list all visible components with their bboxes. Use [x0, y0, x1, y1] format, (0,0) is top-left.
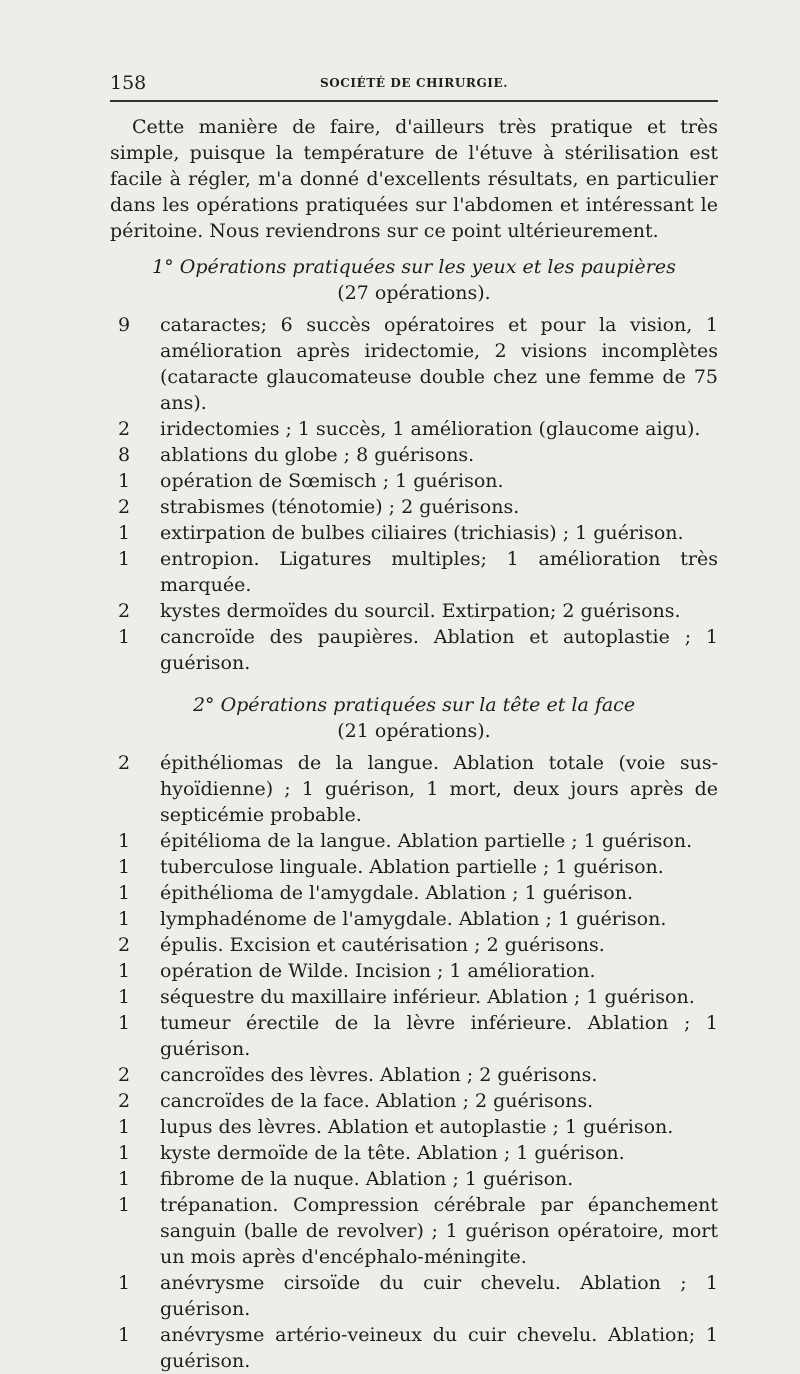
operation-count: 1 [118, 1324, 131, 1346]
operations-list [110, 750, 718, 1374]
operation-count: 8 [118, 444, 131, 466]
running-head: SOCIÉTÉ DE CHIRURGIE. [319, 76, 509, 90]
operation-count: 1 [118, 1272, 131, 1294]
operation-text: opération de Sœmisch ; 1 guérison. [160, 470, 504, 492]
operation-count: 9 [118, 314, 131, 336]
list-item [110, 598, 718, 624]
operation-text: strabismes (ténotomie) ; 2 guérisons. [160, 496, 520, 518]
operation-text: extirpation de bulbes ciliaires (trichiasis) ; 1 guérison. [160, 522, 684, 544]
list-item [110, 442, 718, 468]
operation-count: 1 [118, 882, 131, 904]
list-item [110, 906, 718, 932]
operation-count: 1 [118, 470, 131, 492]
operation-count: 1 [118, 548, 131, 570]
list-item [110, 932, 718, 958]
body-text [110, 114, 718, 1374]
list-item [110, 468, 718, 494]
operation-text: épitélioma de la langue. Ablation partielle ; 1 guérison. [160, 830, 693, 852]
section-count: (27 opérations). [337, 282, 491, 304]
operation-text: lupus des lèvres. Ablation et autoplastie ; 1 guérison. [160, 1116, 674, 1138]
list-item [110, 1166, 718, 1192]
operation-text: cancroïdes des lèvres. Ablation ; 2 guérisons. [160, 1064, 598, 1086]
list-item [110, 1088, 718, 1114]
operation-text: kystes dermoïdes du sourcil. Extirpation; 2 guérisons. [160, 600, 681, 622]
operation-count: 1 [118, 522, 131, 544]
list-item [110, 958, 718, 984]
list-item [110, 854, 718, 880]
operation-text: cancroïdes de la face. Ablation ; 2 guérisons. [160, 1090, 594, 1112]
operation-text: cataractes; 6 succès opératoires et pour la vision, 1 amélioration après iridectomie, 2 visions incomplètes (cataracte glaucomateuse double chez une femme de 75 ans). [160, 314, 718, 414]
page-header [110, 70, 718, 96]
list-item [110, 1140, 718, 1166]
operation-count: 1 [118, 1194, 131, 1216]
operation-count: 1 [118, 856, 131, 878]
sections [110, 254, 718, 1374]
operation-text: opération de Wilde. Incision ; 1 amélioration. [160, 960, 596, 982]
section-title: 1° Opérations pratiquées sur les yeux et les paupières [152, 256, 676, 278]
list-item [110, 1322, 718, 1374]
operation-count: 1 [118, 830, 131, 852]
list-item [110, 520, 718, 546]
list-item [110, 984, 718, 1010]
list-item [110, 312, 718, 416]
operation-text: tuberculose linguale. Ablation partielle ; 1 guérison. [160, 856, 664, 878]
operation-text: cancroïde des paupières. Ablation et autoplastie ; 1 guérison. [160, 626, 718, 674]
list-item [110, 494, 718, 520]
operation-count: 1 [118, 1142, 131, 1164]
operation-count: 1 [118, 960, 131, 982]
list-item [110, 1062, 718, 1088]
operation-text: fibrome de la nuque. Ablation ; 1 guérison. [160, 1168, 574, 1190]
list-item [110, 546, 718, 598]
operation-count: 2 [118, 752, 131, 774]
list-item [110, 1270, 718, 1322]
operation-text: iridectomies ; 1 succès, 1 amélioration (glaucome aigu). [160, 418, 701, 440]
operation-text: trépanation. Compression cérébrale par épanchement sanguin (balle de revolver) ; 1 guérison opératoire, mort un mois après d'encéphalo-méningite. [160, 1194, 718, 1268]
operation-text: épulis. Excision et cautérisation ; 2 guérisons. [160, 934, 605, 956]
operation-text: ablations du globe ; 8 guérisons. [160, 444, 475, 466]
operation-text: kyste dermoïde de la tête. Ablation ; 1 guérison. [160, 1142, 625, 1164]
page-number: 158 [110, 72, 147, 94]
operation-count: 2 [118, 600, 131, 622]
section-heading [110, 692, 718, 744]
list-item [110, 624, 718, 676]
operation-count: 1 [118, 908, 131, 930]
operation-text: épithélioma de l'amygdale. Ablation ; 1 guérison. [160, 882, 634, 904]
list-item [110, 1114, 718, 1140]
operation-text: entropion. Ligatures multiples; 1 amélioration très marquée. [160, 548, 718, 596]
operation-text: tumeur érectile de la lèvre inférieure. Ablation ; 1 guérison. [160, 1012, 718, 1060]
operation-count: 2 [118, 496, 131, 518]
operation-count: 1 [118, 986, 131, 1008]
header-rule [110, 100, 718, 102]
intro-paragraph: Cette manière de faire, d'ailleurs très pratique et très simple, puisque la température de l'étuve à stérilisation est facile à régler, m'a donné d'excellents résultats, en particulier dans les opérations pratiquées sur l'abdomen et intéressant le péritoine. Nous reviendrons sur ce point ultérieurement. [110, 116, 718, 242]
operation-text: lymphadénome de l'amygdale. Ablation ; 1 guérison. [160, 908, 667, 930]
section-heading [110, 254, 718, 306]
list-item [110, 750, 718, 828]
section-spacer [110, 676, 718, 682]
list-item [110, 1192, 718, 1270]
operation-count: 1 [118, 1168, 131, 1190]
section-title: 2° Opérations pratiquées sur la tête et la face [192, 694, 636, 716]
list-item [110, 880, 718, 906]
operation-count: 1 [118, 626, 131, 648]
operation-count: 1 [118, 1116, 131, 1138]
operation-text: anévrysme artério-veineux du cuir chevelu. Ablation; 1 guérison. [160, 1324, 718, 1372]
operation-text: anévrysme cirsoïde du cuir chevelu. Ablation ; 1 guérison. [160, 1272, 718, 1320]
operation-text: séquestre du maxillaire inférieur. Ablation ; 1 guérison. [160, 986, 695, 1008]
operation-count: 2 [118, 934, 131, 956]
operation-count: 2 [118, 1064, 131, 1086]
section-count: (21 opérations). [337, 720, 491, 742]
list-item [110, 1010, 718, 1062]
list-item [110, 416, 718, 442]
operation-text: épithéliomas de la langue. Ablation totale (voie sus-hyoïdienne) ; 1 guérison, 1 mort, deux jours après de septicémie probable. [160, 752, 718, 826]
operation-count: 2 [118, 418, 131, 440]
operation-count: 1 [118, 1012, 131, 1034]
list-item [110, 828, 718, 854]
operation-count: 2 [118, 1090, 131, 1112]
operations-list [110, 312, 718, 676]
